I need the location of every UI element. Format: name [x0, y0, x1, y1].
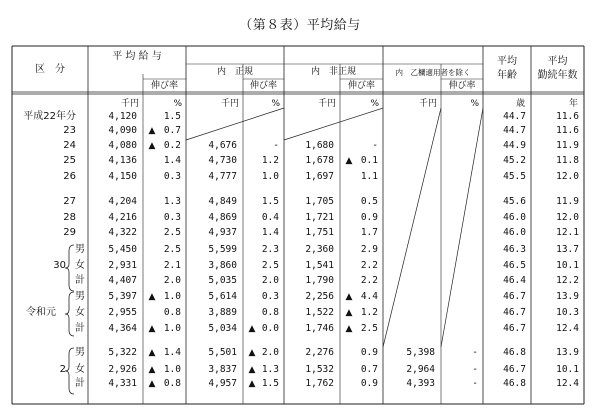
- unit-label: 千円: [418, 99, 437, 109]
- nonregular-value: 1,746: [305, 323, 334, 334]
- regular-value: 5,035: [208, 275, 237, 286]
- unit-label: 千円: [120, 99, 139, 109]
- nonregular-value: 1,678: [305, 155, 334, 166]
- years-value: 13.9: [556, 347, 579, 358]
- excl-growth-value: -: [472, 364, 478, 375]
- years-value: 12.4: [556, 323, 579, 334]
- unit-label: 歳: [515, 99, 525, 109]
- salary-value: 4,090: [108, 125, 137, 136]
- salary-value: 4,331: [108, 378, 137, 389]
- age-value: 45.6: [503, 196, 526, 207]
- regular-growth-value: 2.0: [261, 347, 279, 358]
- salary-value: 2,931: [108, 260, 137, 271]
- row-sex-label: 計: [75, 378, 85, 389]
- salary-value: 5,322: [108, 347, 137, 358]
- age-value: 44.7: [503, 125, 526, 136]
- years-value: 12.0: [556, 212, 579, 223]
- salary-value: 4,216: [108, 212, 137, 223]
- growth-value: 0.8: [163, 378, 181, 389]
- age-value: 44.7: [503, 111, 526, 122]
- growth-value: 2.1: [163, 260, 181, 271]
- years-value: 11.6: [556, 125, 579, 136]
- age-value: 46.0: [503, 227, 526, 238]
- years-value: 11.8: [556, 155, 579, 166]
- nonregular-value: 1,790: [305, 275, 334, 286]
- nonregular-growth-value: 0.1: [360, 155, 378, 166]
- age-value: 45.2: [503, 155, 526, 166]
- excl-value: 4,393: [406, 378, 435, 389]
- nonregular-growth-value: -: [372, 140, 378, 151]
- negative-marker: ▲: [148, 348, 156, 358]
- nonregular-value: 1,532: [305, 364, 334, 375]
- years-value: 10.1: [556, 260, 579, 271]
- regular-growth-value: 0.8: [261, 307, 279, 318]
- years-value: 12.4: [556, 378, 579, 389]
- regular-value: 4,937: [208, 227, 237, 238]
- nonregular-value: 1,541: [305, 260, 334, 271]
- unit-label: 千円: [317, 99, 336, 109]
- regular-growth-value: 2.0: [261, 275, 279, 286]
- growth-value: 0.3: [163, 171, 181, 182]
- regular-value: 5,034: [208, 323, 237, 334]
- unit-label: 千円: [220, 99, 239, 109]
- excl-value: 5,398: [406, 347, 435, 358]
- years-value: 13.7: [556, 244, 579, 255]
- age-value: 46.4: [503, 275, 526, 286]
- row-label: 27: [63, 196, 76, 207]
- row-sex-label: 計: [75, 323, 85, 334]
- row-label: 26: [63, 171, 76, 182]
- bracket-r30: [65, 245, 74, 291]
- growth-value: 0.8: [163, 307, 181, 318]
- regular-value: 4,849: [208, 196, 237, 207]
- growth-value: 1.4: [163, 347, 181, 358]
- row-label: 24: [63, 140, 76, 151]
- years-value: 10.1: [556, 364, 579, 375]
- header-avg-age: 年齢: [497, 70, 517, 81]
- years-value: 12.2: [556, 275, 579, 286]
- age-value: 46.5: [503, 260, 526, 271]
- age-value: 46.3: [503, 244, 526, 255]
- negative-marker: ▲: [345, 324, 353, 334]
- regular-growth-value: 1.5: [261, 196, 279, 207]
- years-value: 12.0: [556, 171, 579, 182]
- negative-marker: ▲: [345, 292, 353, 302]
- salary-value: 4,322: [108, 227, 137, 238]
- row-label: 29: [63, 227, 76, 238]
- excl-value: 2,964: [406, 364, 435, 375]
- age-value: 44.9: [503, 140, 526, 151]
- bracket-reiwa: [65, 292, 74, 336]
- header-growth: 伸び率: [249, 81, 277, 91]
- regular-value: 4,869: [208, 212, 237, 223]
- salary-value: 2,955: [108, 307, 137, 318]
- regular-value: 5,614: [208, 291, 237, 302]
- negative-marker: ▲: [148, 126, 156, 136]
- nonregular-growth-value: 1.2: [360, 307, 378, 318]
- row-sex-label: 男: [75, 244, 85, 255]
- header-inner-regular: 内 正規: [216, 67, 253, 77]
- age-value: 45.5: [503, 171, 526, 182]
- age-value: 46.8: [503, 378, 526, 389]
- nonregular-value: 2,276: [305, 347, 334, 358]
- years-value: 11.6: [556, 111, 579, 122]
- growth-value: 1.0: [163, 323, 181, 334]
- header-avg-salary: 平 均 給 与: [112, 51, 162, 62]
- nonregular-growth-value: 0.7: [360, 364, 378, 375]
- salary-value: 5,397: [108, 291, 137, 302]
- nonregular-growth-value: 2.2: [360, 275, 378, 286]
- regular-growth-value: -: [273, 140, 279, 151]
- nonregular-growth-value: 4.4: [360, 291, 378, 302]
- header-inner-nonregular: 内 非正規: [310, 67, 356, 77]
- age-value: 46.7: [503, 364, 526, 375]
- salary-value: 2,926: [108, 364, 137, 375]
- negative-marker: ▲: [345, 308, 353, 318]
- negative-marker: ▲: [148, 324, 156, 334]
- nonregular-value: 1,680: [305, 140, 334, 151]
- age-value: 46.7: [503, 323, 526, 334]
- header-growth: 伸び率: [448, 81, 476, 91]
- negative-marker: ▲: [148, 292, 156, 302]
- years-value: 11.9: [556, 140, 579, 151]
- nonregular-growth-value: 0.9: [360, 347, 378, 358]
- growth-value: 2.5: [163, 244, 181, 255]
- row-label: 平成22年分: [23, 111, 76, 122]
- row-sex-label: 計: [75, 275, 85, 286]
- nonregular-value: 2,256: [305, 291, 334, 302]
- na-diagonal: [383, 108, 441, 347]
- row-label: 28: [63, 212, 76, 223]
- salary-value: 4,136: [108, 155, 137, 166]
- nonregular-growth-value: 0.5: [360, 196, 378, 207]
- header-avg-age: 平均: [497, 56, 517, 67]
- regular-value: 5,501: [208, 347, 237, 358]
- regular-growth-value: 1.4: [261, 227, 279, 238]
- salary-value: 4,120: [108, 111, 137, 122]
- regular-value: 3,837: [208, 364, 237, 375]
- negative-marker: ▲: [345, 156, 353, 166]
- nonregular-value: 1,522: [305, 307, 334, 318]
- regular-value: 4,676: [208, 140, 237, 151]
- nonregular-growth-value: 1.7: [360, 227, 378, 238]
- header-avg-years: 勤続年数: [537, 70, 578, 81]
- nonregular-growth-value: 2.9: [360, 244, 378, 255]
- row-label: 23: [63, 125, 76, 136]
- row-group-label: 2: [59, 364, 66, 375]
- row-group-label: 令和元: [26, 307, 56, 318]
- regular-growth-value: 0.4: [261, 212, 279, 223]
- row-sex-label: 女: [75, 260, 85, 271]
- unit-label: 年: [568, 99, 578, 109]
- nonregular-value: 1,705: [305, 196, 334, 207]
- growth-value: 1.0: [163, 364, 181, 375]
- regular-value: 4,730: [208, 155, 237, 166]
- nonregular-growth-value: 0.9: [360, 378, 378, 389]
- nonregular-growth-value: 2.5: [360, 323, 378, 334]
- nonregular-growth-value: 2.2: [360, 260, 378, 271]
- salary-value: 4,364: [108, 323, 137, 334]
- age-value: 46.0: [503, 212, 526, 223]
- negative-marker: ▲: [248, 324, 256, 334]
- salary-value: 4,150: [108, 171, 137, 182]
- age-value: 46.8: [503, 347, 526, 358]
- header-inner-excl: 内 乙欄適用者を除く: [395, 68, 471, 77]
- regular-growth-value: 0.0: [261, 323, 279, 334]
- regular-value: 5,599: [208, 244, 237, 255]
- row-group-label: 30: [53, 260, 66, 271]
- bracket-r2: [65, 348, 74, 394]
- growth-value: 1.0: [163, 291, 181, 302]
- negative-marker: ▲: [148, 141, 156, 151]
- nonregular-value: 1,751: [305, 227, 334, 238]
- growth-value: 1.5: [163, 111, 181, 122]
- regular-growth-value: 2.5: [261, 260, 279, 271]
- salary-value: 4,080: [108, 140, 137, 151]
- header-avg-years: 平均: [547, 56, 568, 67]
- growth-value: 0.7: [163, 125, 181, 136]
- age-value: 46.7: [503, 307, 526, 318]
- nonregular-growth-value: 1.1: [360, 171, 378, 182]
- regular-growth-value: 2.3: [261, 244, 279, 255]
- growth-value: 1.3: [163, 196, 181, 207]
- unit-label: %: [470, 99, 479, 109]
- years-value: 12.1: [556, 227, 579, 238]
- salary-value: 5,450: [108, 244, 137, 255]
- growth-value: 2.0: [163, 275, 181, 286]
- row-sex-label: 女: [75, 364, 85, 375]
- nonregular-value: 2,360: [305, 244, 334, 255]
- header-kubun: 区 分: [35, 64, 65, 75]
- regular-value: 4,777: [208, 171, 237, 182]
- regular-growth-value: 1.3: [261, 364, 279, 375]
- header-growth: 伸び率: [150, 81, 178, 91]
- regular-growth-value: 0.3: [261, 291, 279, 302]
- na-diagonal: [186, 108, 284, 140]
- nonregular-value: 1,721: [305, 212, 334, 223]
- age-value: 46.7: [503, 291, 526, 302]
- regular-value: 4,957: [208, 378, 237, 389]
- growth-value: 0.2: [163, 140, 181, 151]
- nonregular-value: 1,697: [305, 171, 334, 182]
- unit-label: %: [173, 99, 182, 109]
- header-growth: 伸び率: [347, 81, 375, 91]
- growth-value: 0.3: [163, 212, 181, 223]
- unit-label: %: [370, 99, 379, 109]
- years-value: 13.9: [556, 291, 579, 302]
- negative-marker: ▲: [148, 365, 156, 375]
- regular-value: 3,860: [208, 260, 237, 271]
- regular-value: 3,889: [208, 307, 237, 318]
- negative-marker: ▲: [248, 348, 256, 358]
- table-caption: （第８表）平均給与: [239, 18, 361, 33]
- negative-marker: ▲: [248, 379, 256, 389]
- negative-marker: ▲: [248, 365, 256, 375]
- regular-growth-value: 1.0: [261, 171, 279, 182]
- growth-value: 2.5: [163, 227, 181, 238]
- regular-growth-value: 1.5: [261, 378, 279, 389]
- na-diagonal: [441, 108, 483, 347]
- na-diagonal: [284, 108, 383, 140]
- years-value: 11.9: [556, 196, 579, 207]
- row-sex-label: 女: [75, 307, 85, 318]
- salary-value: 4,204: [108, 196, 137, 207]
- row-sex-label: 男: [75, 347, 85, 358]
- growth-value: 1.4: [163, 155, 181, 166]
- unit-label: %: [271, 99, 280, 109]
- row-label: 25: [63, 155, 76, 166]
- excl-growth-value: -: [472, 347, 478, 358]
- salary-value: 4,407: [108, 275, 137, 286]
- negative-marker: ▲: [148, 379, 156, 389]
- nonregular-value: 1,762: [305, 378, 334, 389]
- years-value: 10.3: [556, 307, 579, 318]
- row-sex-label: 男: [75, 291, 85, 302]
- regular-growth-value: 1.2: [261, 155, 279, 166]
- excl-growth-value: -: [472, 378, 478, 389]
- nonregular-growth-value: 0.9: [360, 212, 378, 223]
